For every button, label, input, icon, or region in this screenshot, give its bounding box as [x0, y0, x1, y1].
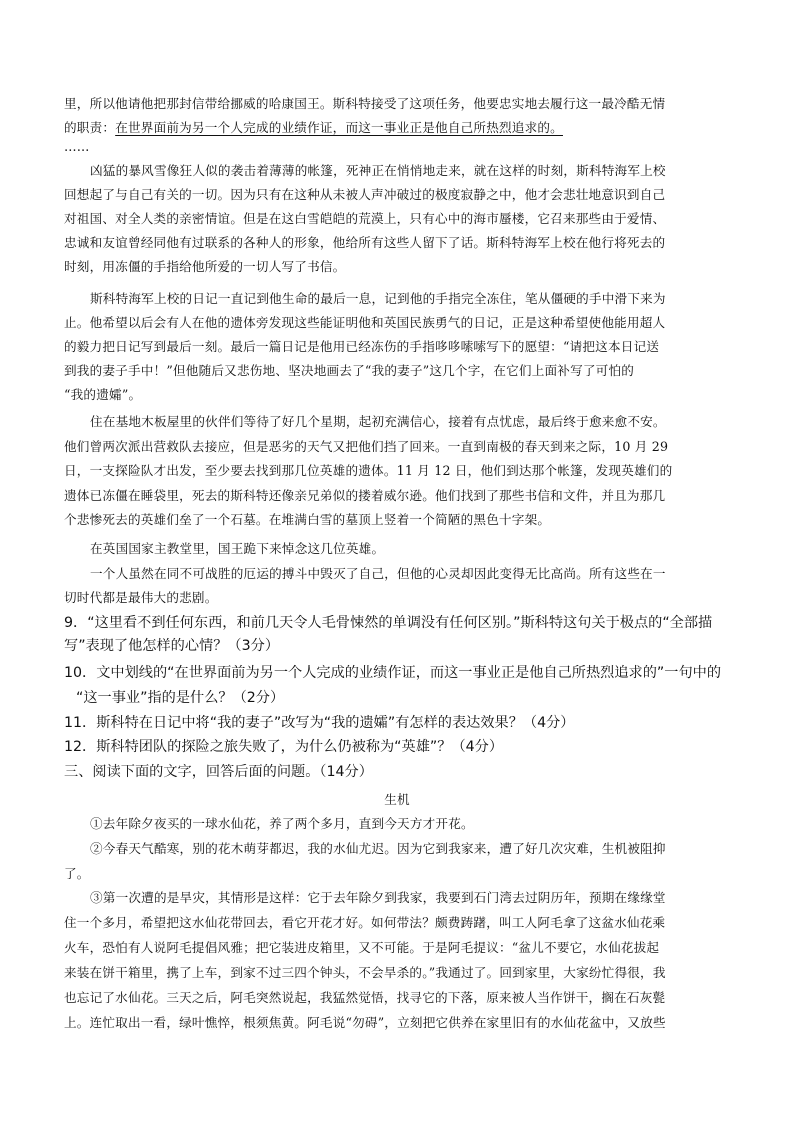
paragraph-line: 切时代都是最伟大的悲剧。: [64, 590, 218, 605]
paragraph-line: 住在基地木板屋里的伙伴们等待了好几个星期，起初充满信心，接着有点忧虑，最后终于愈来愈不安。: [90, 414, 666, 429]
paragraph-line: 一个人虽然在同不可战胜的厄运的搏斗中毁灭了自己，但他的心灵却因此变得无比高尚。所有这些在一: [90, 566, 666, 581]
paragraph-line: ②今春天气酷寒，别的花木萌芽都迟，我的水仙尤迟。因为它到我家来，遭了好几次灾难，生机被阻抑: [90, 841, 666, 856]
paragraph-line: 时刻，用冻僵的手指给他所爱的一切人写了书信。: [64, 259, 346, 274]
paragraph-line: 住一个多月，希望把这水仙花带回去，看它开花才好。如何带法？颇费踌躇，叫工人阿毛拿了这盆水仙花乘: [64, 915, 666, 930]
paragraph-line: [64, 120, 730, 136]
paragraph-line: 也忘记了水仙花。三天之后，阿毛突然说起，我猛然觉悟，找寻它的下落，原来被人当作饼干，搁在石灰甏: [64, 990, 666, 1005]
question-10-cont: “这一事业”指的是什么？（2分）: [76, 690, 285, 706]
section-heading: 三、阅读下面的文字，回答后面的问题。（14分）: [64, 764, 373, 780]
question-10: 10．文中划线的“在世界面前为另一个人完成的业绩作证，而这一事业正是他自己所热烈追求的”一句中的: [64, 665, 722, 681]
question-12: 12．斯科特团队的探险之旅失败了，为什么仍被称为“英雄”？（4分）: [64, 739, 504, 755]
paragraph-line: 遗体已冻僵在睡袋里，死去的斯科特还像亲兄弟似的搂着威尔逊。他们找到了那些书信和文件，并且为那几: [64, 488, 666, 503]
paragraph-line: 火车，恐怕有人说阿毛提倡风雅；把它装进皮箱里，又不可能。于是阿毛提议：“盆儿不要它，水仙花拔起: [64, 940, 660, 955]
paragraph-line: 对祖国、对全人类的亲密情谊。但是在这白雪皑皑的荒漠上，只有心中的海市蜃楼，它召来那些由于爱情、: [64, 211, 666, 226]
underlined-sentence: 在世界面前为另一个人完成的业绩作证，而这一事业正是他自己所热烈追求的。: [115, 120, 563, 135]
paragraph-line: 的毅力把日记写到最后一刻。最后一篇日记是他用已经冻伤的手指哆哆嗦嗦写下的愿望：“请把这本日记送: [64, 339, 660, 354]
paragraph-line: ①去年除夕夜买的一球水仙花，养了两个多月，直到今天方才开花。: [90, 816, 474, 831]
paragraph-line: 斯科特海军上校的日记一直记到他生命的最后一息，记到他的手指完全冻住，笔从僵硬的手中滑下来为: [90, 291, 666, 306]
paragraph-line: ③第一次遭的是旱灾，其情形是这样：它于去年除夕到我家，我要到石门湾去过阴历年，预期在缘缘堂: [90, 890, 666, 905]
paragraph-line: 日，一支探险队才出发，至少要去找到那几位英雄的遗体。11 月 12 日，他们到达那个帐篷，发现英雄们的: [64, 463, 673, 478]
paragraph-line: 凶猛的暴风雪像狂人似的袭击着薄薄的帐篷，死神正在悄悄地走来，就在这样的时刻，斯科特海军上校: [90, 163, 666, 178]
paragraph-line: 他们曾两次派出营救队去接应，但是恶劣的天气又把他们挡了回来。一直到南极的春天到来之际，10 月 29: [64, 439, 669, 454]
line-prefix: 的职责：: [64, 120, 116, 135]
question-9-cont: 写”表现了他怎样的心情？（3分）: [64, 638, 280, 654]
paragraph-line: 忠诚和友谊曾经同他有过联系的各种人的形象，他给所有这些人留下了话。斯科特海军上校在他行将死去的: [64, 235, 666, 250]
passage-title: 生机: [384, 792, 410, 807]
paragraph-line: 个悲惨死去的英雄们垒了一个石墓。在堆满白雪的墓顶上竖着一个简陋的黑色十字架。: [64, 512, 551, 527]
paragraph-line: 止。他希望以后会有人在他的遗体旁发现这些能证明他和英国民族勇气的日记，正是这种希望使他能用超人: [64, 315, 666, 330]
paragraph-line: 里，所以他请他把那封信带给挪威的哈康国王。斯科特接受了这项任务，他要忠实地去履行这一最冷酷无情: [64, 96, 666, 111]
paragraph-line: 回想起了与自己有关的一切。因为只有在这种从未被人声冲破过的极度寂静之中，他才会悲壮地意识到自己: [64, 187, 666, 202]
paragraph-line: 来装在饼干箱里，携了上车，到家不过三四个钟头，不会旱杀的。”我通过了。回到家里，大家纷忙得很，我: [64, 965, 666, 980]
paragraph-line: 上。连忙取出一看，绿叶憔悴，根须焦黄。阿毛说“勿碍”，立刻把它供养在家里旧有的水仙花盆中，又放些: [64, 1015, 666, 1030]
question-11: 11．斯科特在日记中将“我的妻子”改写为“我的遗孀”有怎样的表达效果？（4分）: [64, 715, 575, 731]
paragraph-line: 到我的妻子手中！”但他随后又悲伤地、坚决地画去了“我的妻子”这几个字，在它们上面补写了可怕的: [64, 363, 635, 378]
paragraph-line: 在英国国家主教堂里，国王跪下来悼念这几位英雄。: [90, 541, 385, 556]
question-9: 9．“这里看不到任何东西，和前几天令人毛骨悚然的单调没有任何区别。”斯科特这句关于极点的“全部描: [64, 615, 713, 631]
paragraph-line: 了。: [64, 866, 90, 881]
paragraph-line: “我的遗孀”。: [64, 387, 142, 402]
ellipsis: ……: [64, 139, 90, 154]
